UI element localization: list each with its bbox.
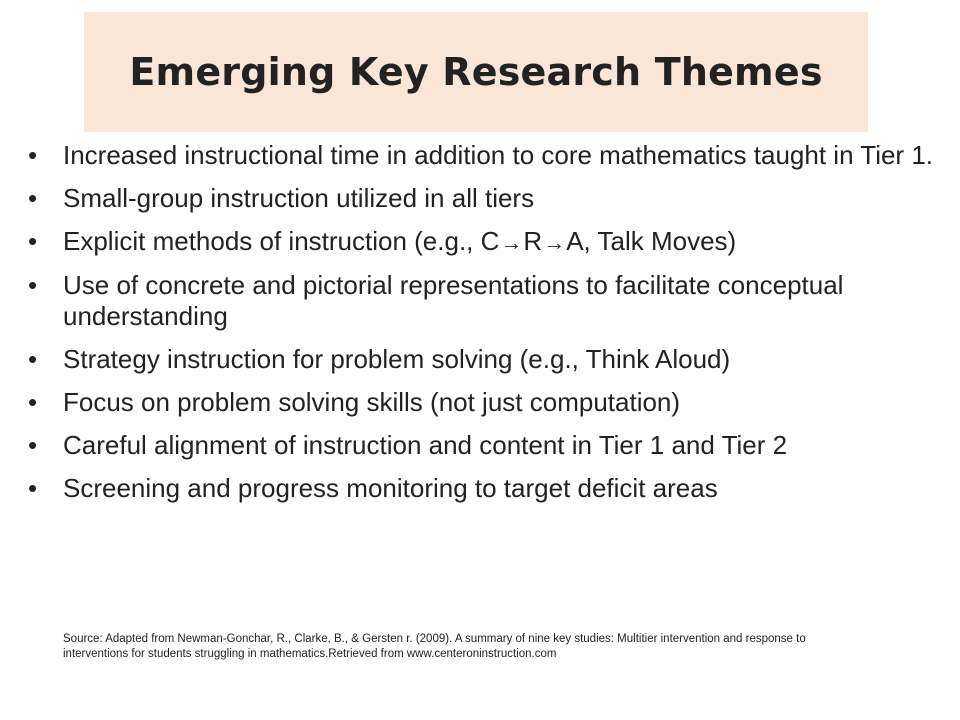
bullet-icon: • [28,473,38,503]
bullet-item [28,183,948,214]
bullet-item [28,344,948,375]
bullet-item [28,430,948,461]
bullet-text-part: R [523,226,543,256]
bullet-icon: • [28,344,38,374]
source-citation: Source: Adapted from Newman-Gonchar, R., Clarke, B., & Gersten r. (2009). A summary of nine key studies: Multitier intervention and response to interventions for students struggling in mathematics.Retrieved from www.centeroninstruction.com [63,633,806,660]
bullet-icon: • [28,270,38,300]
bullet-icon: • [28,226,38,256]
bullet-text: Focus on problem solving skills (not just computation) [63,387,681,417]
bullet-item [28,226,948,258]
bullet-icon: • [28,183,38,213]
bullet-icon: • [28,430,38,460]
bullet-item [28,387,948,418]
bullet-text-part: A, Talk Moves) [566,226,737,256]
title-banner [84,12,868,132]
bullet-item [28,473,948,504]
slide-title: Emerging Key Research Themes [129,50,823,94]
bullet-icon: • [28,140,38,170]
bullet-text: Screening and progress monitoring to target deficit areas [63,473,718,503]
right-arrow-icon: → [500,230,523,255]
bullet-text: Strategy instruction for problem solving (e.g., Think Aloud) [63,344,731,374]
bullet-item [28,140,948,171]
bullet-text: Small-group instruction utilized in all tiers [63,183,535,213]
bullet-text: Careful alignment of instruction and content in Tier 1 and Tier 2 [63,430,788,460]
bullet-text: Use of concrete and pictorial representations to facilitate conceptual understanding [63,270,844,331]
bullet-list [28,140,948,516]
right-arrow-icon: → [543,230,566,255]
bullet-text-part: Explicit methods of instruction (e.g., C [63,226,500,256]
bullet-item [28,270,948,332]
bullet-text: Increased instructional time in addition to core mathematics taught in Tier 1. [63,140,933,170]
bullet-icon: • [28,387,38,417]
